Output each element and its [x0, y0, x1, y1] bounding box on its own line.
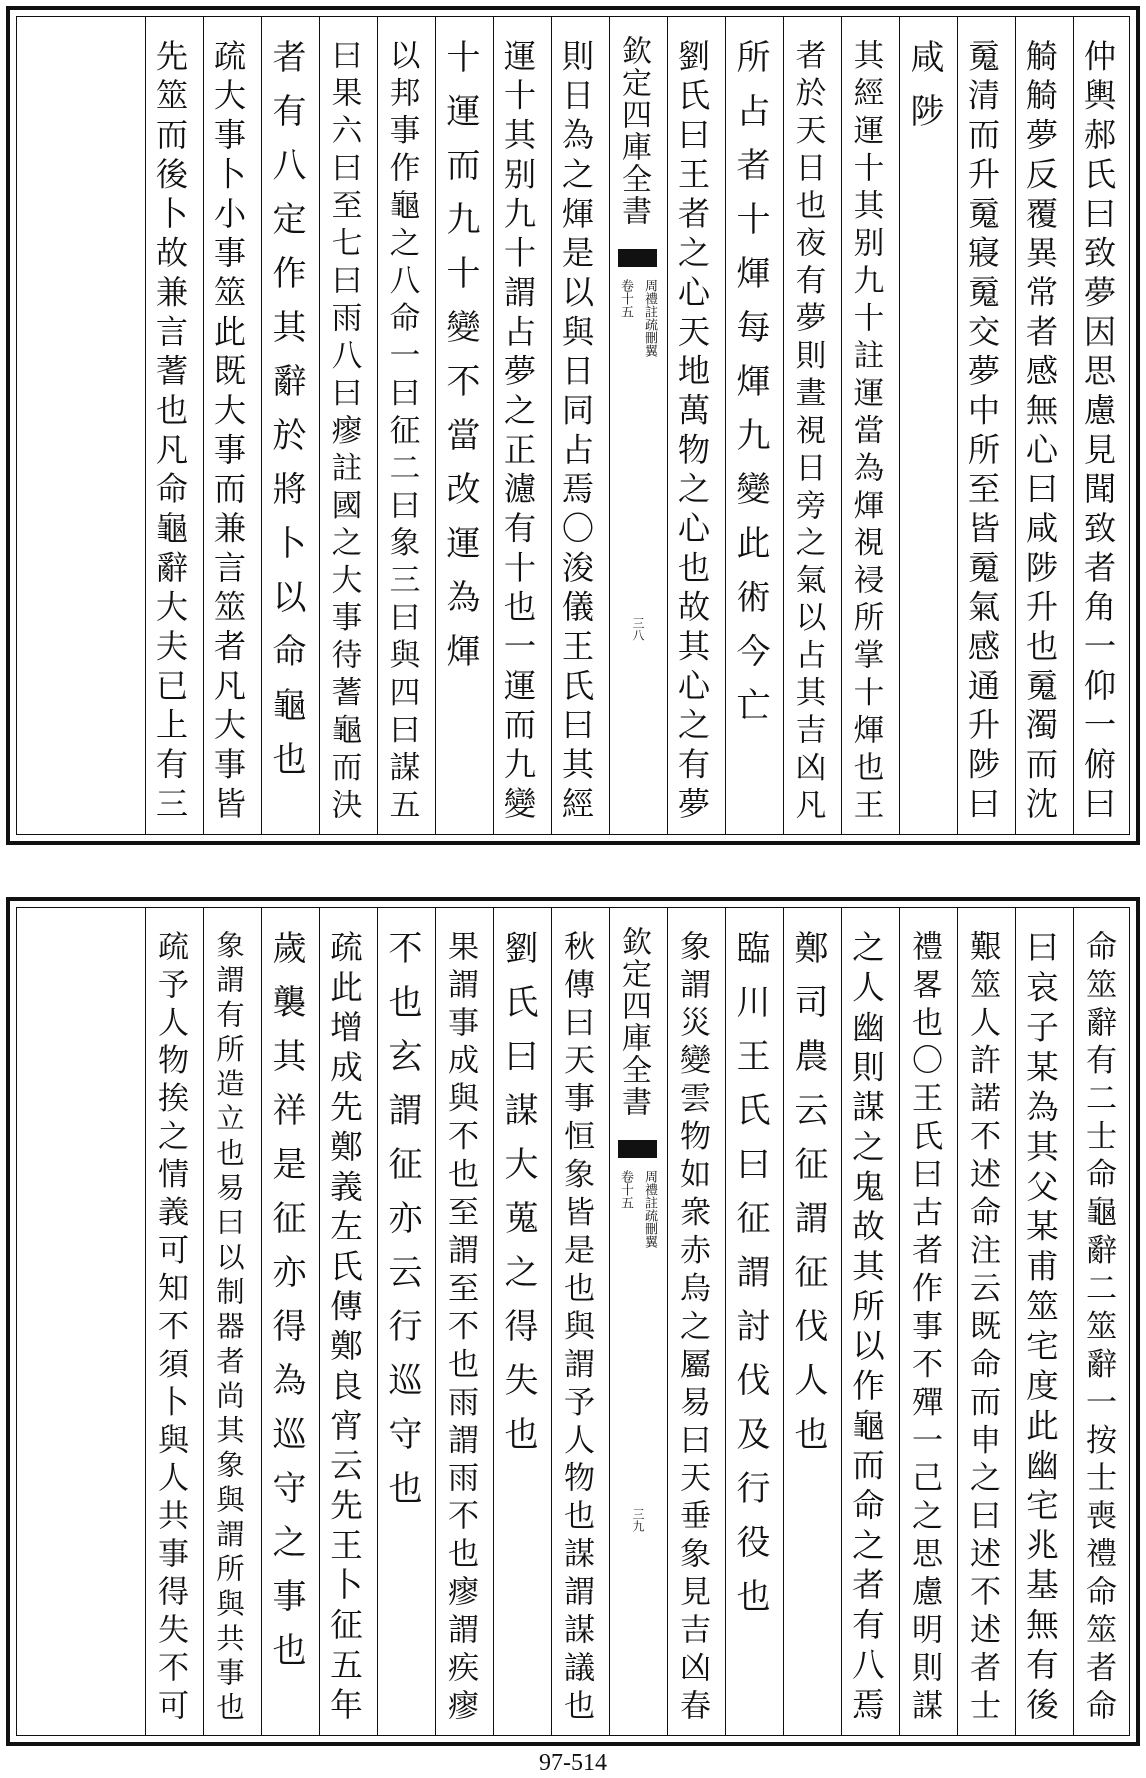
text-column: 劉氏曰謀大蒐之得失也	[493, 908, 549, 1735]
text-column: 鄭司農云征謂征伐人也	[783, 908, 839, 1735]
bottom-page	[6, 897, 1140, 1746]
text-column: 者於天日也夜有夢則晝視日旁之氣以占其吉凶凡	[783, 17, 839, 834]
text-column: 所占者十煇每煇九變此術今亡	[725, 17, 781, 834]
text-column: 象謂災變雲物如衆赤烏之屬易曰天垂象見吉凶春	[667, 908, 723, 1735]
banner-title: 欽定四庫全書	[616, 35, 651, 227]
text-column: 果謂事成與不也至謂至不也雨謂雨不也瘳謂疾瘳	[435, 908, 491, 1735]
text-column: 其經運十其别九十註運當為煇視祲所掌十煇也王	[841, 17, 897, 834]
page-number: 三八	[631, 617, 645, 641]
bottom-page-frame	[16, 907, 1130, 1736]
banner-title: 欽定四庫全書	[616, 926, 651, 1118]
banner-volume: 卷十五	[618, 1170, 633, 1209]
text-column: 運十其别九十謂占夢之正濾有十也一運而九變	[493, 17, 549, 834]
text-column: 劉氏曰王者之心天地萬物之心也故其心之有夢	[667, 17, 723, 834]
text-column: 不也玄謂征亦云行巡守也	[377, 908, 433, 1735]
top-page-frame	[16, 16, 1130, 835]
top-page	[6, 6, 1140, 845]
text-column: 觭觭夢反覆異常者感無心曰咸陟升也䰟濁而沈	[1015, 17, 1071, 834]
text-column: 先筮而後卜故兼言蓍也凡命龜辭大夫已上有三	[145, 17, 201, 834]
fishtail-mark	[618, 1140, 657, 1158]
banner-book: 周禮註疏刪翼	[642, 279, 657, 357]
text-column: 疏大事卜小事筮此既大事而兼言筮者凡大事皆	[203, 17, 259, 834]
text-column: 臨川王氏曰征謂討伐及行役也	[725, 908, 781, 1735]
text-column: 咸陟	[899, 17, 955, 834]
fishtail-mark	[618, 249, 657, 267]
page-number: 三九	[631, 1508, 645, 1532]
text-column: 歲襲其祥是征亦得為巡守之事也	[261, 908, 317, 1735]
center-banner	[609, 908, 665, 1735]
text-column: 則日為之煇是以與日同占焉〇浚儀王氏曰其經	[551, 17, 607, 834]
text-column: 疏此增成先鄭義左氏傳鄭良宵云先王卜征五年	[319, 908, 375, 1735]
text-column: 䰟清而升䰟寢䰟交夢中所至皆䰟氣感通升陟曰	[957, 17, 1013, 834]
text-column: 仲輿郝氏曰致夢因思慮見聞致者角一仰一俯曰	[1073, 17, 1129, 834]
text-column: 命筮辭有二士命龜辭二筮辭一按士喪禮命筮者命	[1073, 908, 1129, 1735]
banner-book: 周禮註疏刪翼	[642, 1170, 657, 1248]
center-banner	[609, 17, 665, 834]
text-column: 艱筮人許諾不述命注云既命而申之曰述不述者士	[957, 908, 1013, 1735]
text-column: 曰哀子某為其父某甫筮宅度此幽宅兆基無有後	[1015, 908, 1071, 1735]
text-column: 曰果六曰至七曰雨八曰瘳註國之大事待蓍龜而決	[319, 17, 375, 834]
banner-volume: 卷十五	[618, 279, 633, 318]
text-column: 秋傳曰天事恒象皆是也與謂予人物也謀謂謀議也	[551, 908, 607, 1735]
text-column: 象謂有所造立也易曰以制器者尚其象與謂所與共事也	[203, 908, 259, 1735]
text-column: 者有八定作其辭於將卜以命龜也	[261, 17, 317, 834]
footer-page-label: 97-514	[539, 1750, 607, 1776]
text-column: 以邦事作龜之八命一曰征二曰象三曰與四曰謀五	[377, 17, 433, 834]
text-column: 十運而九十變不當改運為煇	[435, 17, 491, 834]
text-column: 之人幽則謀之鬼故其所以作龜而命之者有八焉	[841, 908, 897, 1735]
text-column: 疏予人物挨之情義可知不須卜與人共事得失不可	[145, 908, 201, 1735]
text-column: 禮畧也〇王氏曰古者作事不殫一己之思慮明則謀	[899, 908, 955, 1735]
